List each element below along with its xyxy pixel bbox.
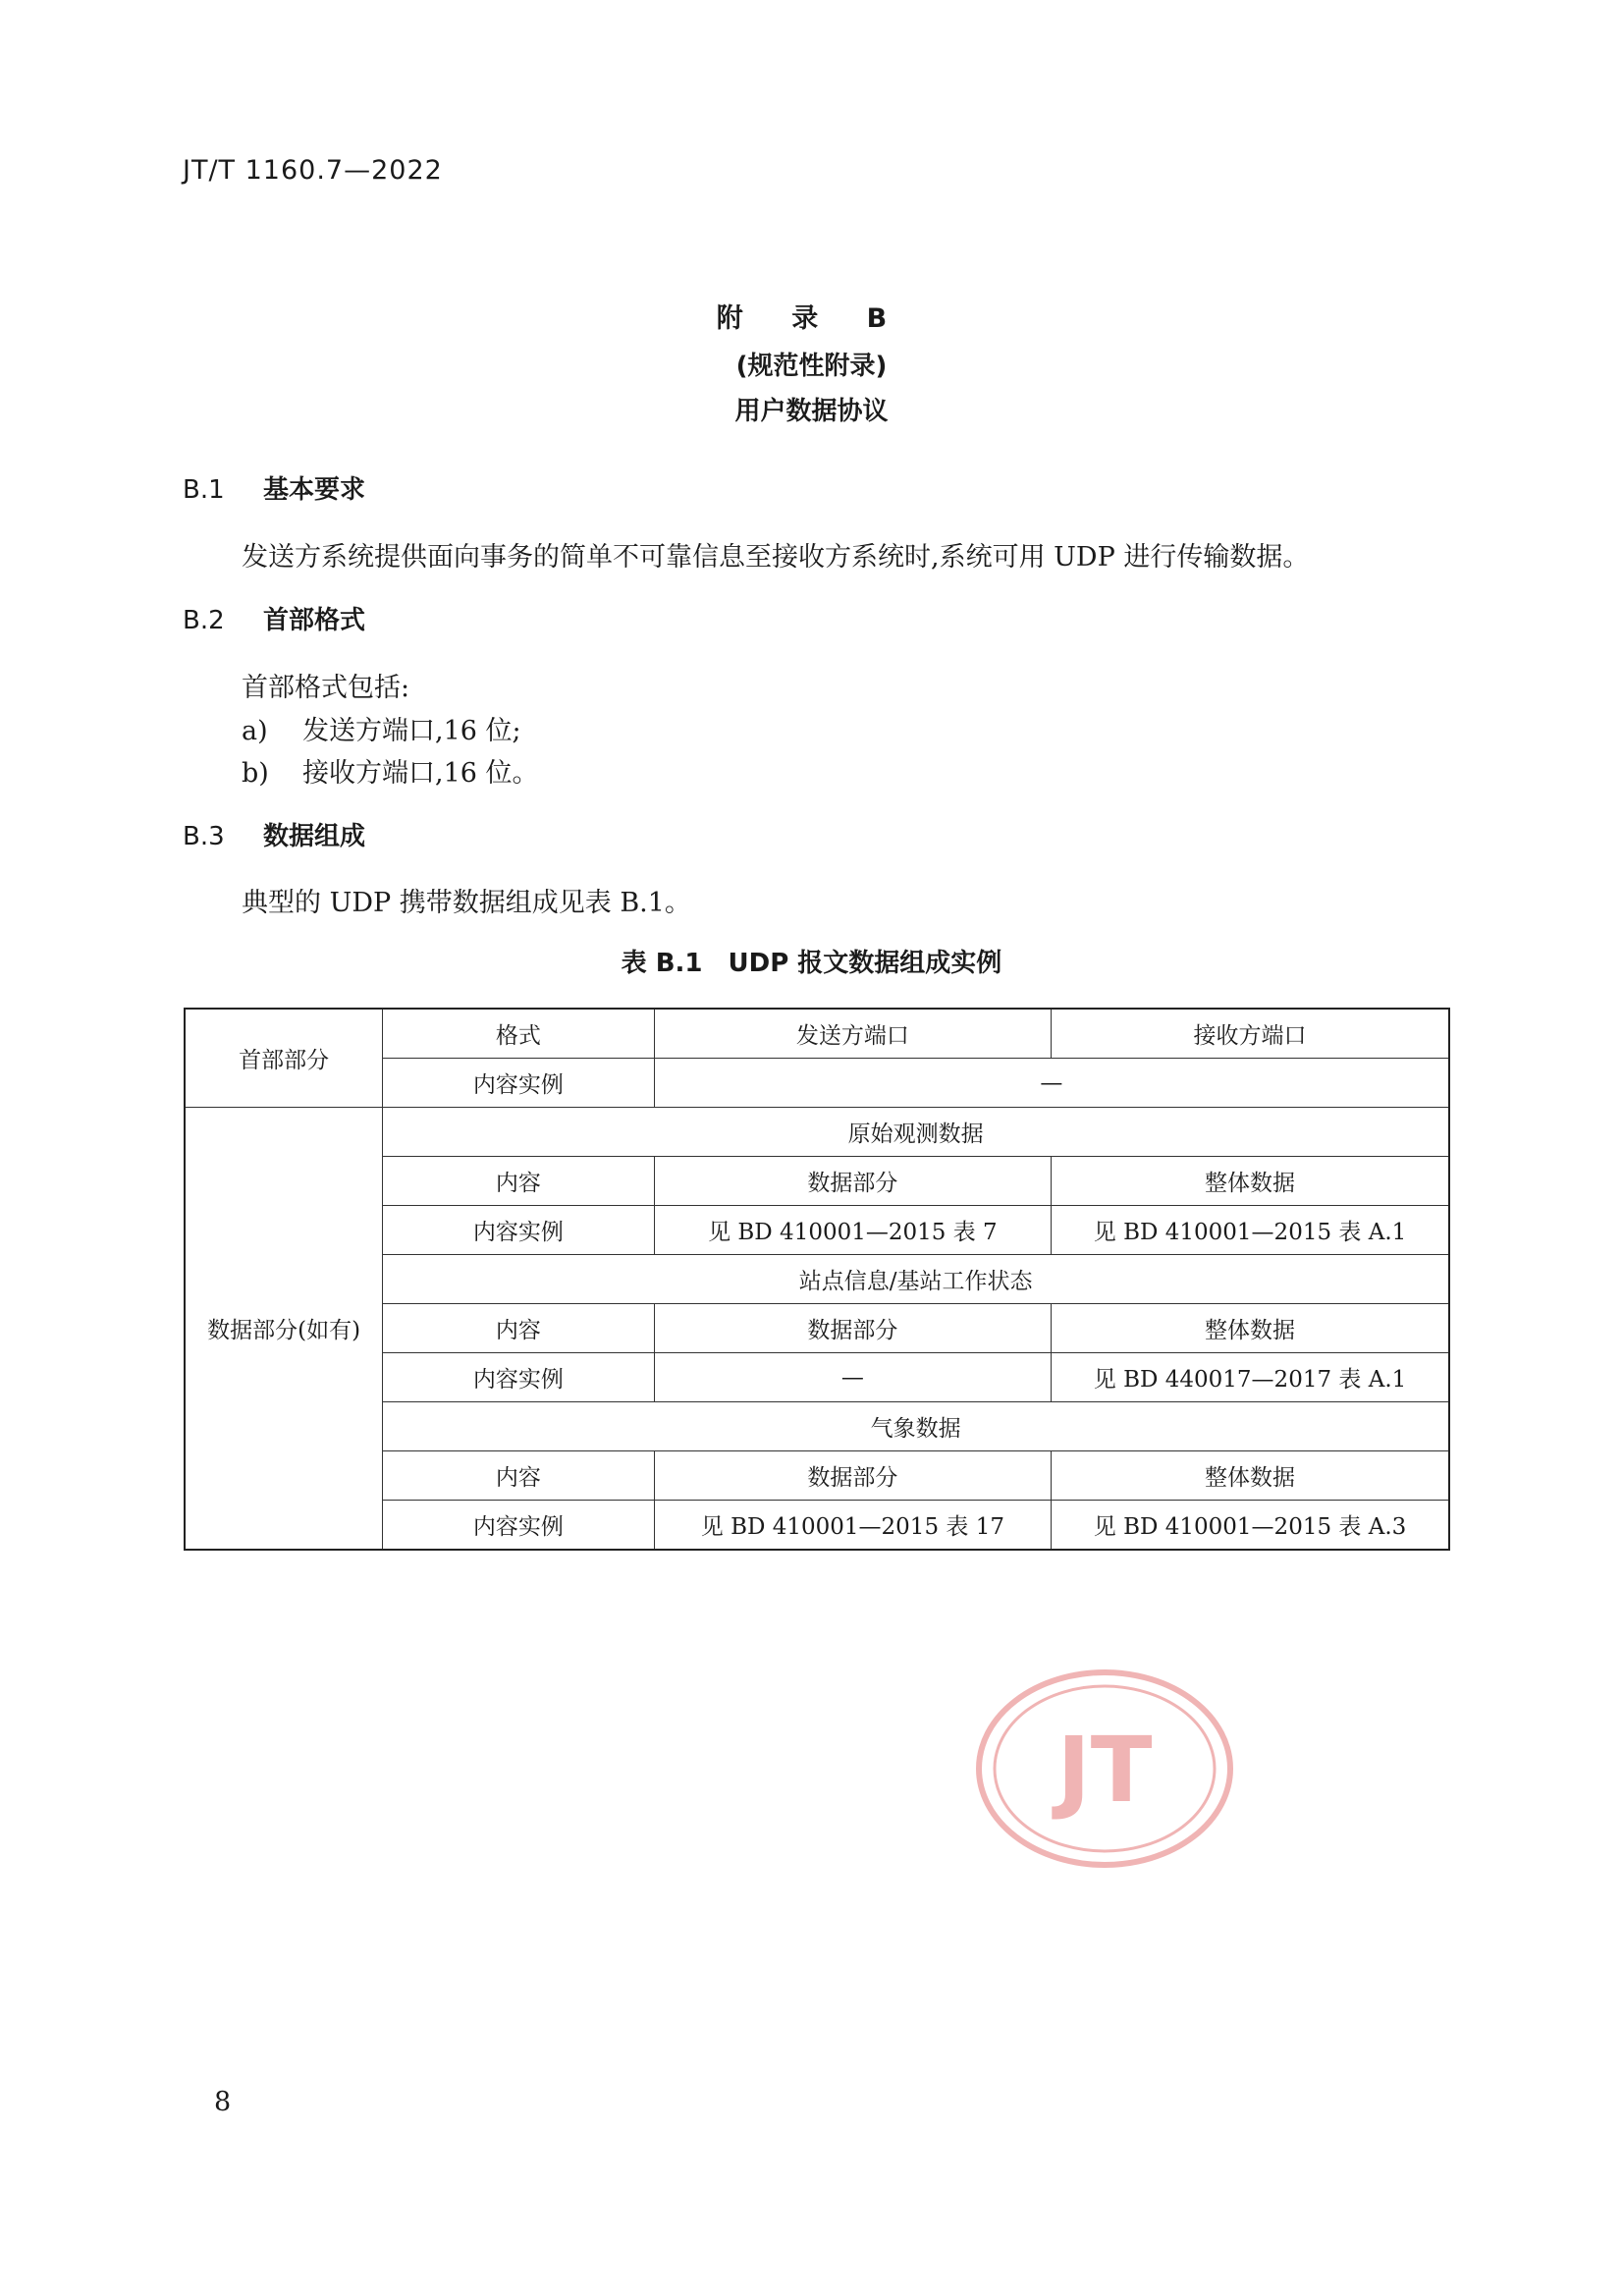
watermark-text: JT xyxy=(1056,1718,1153,1823)
table-cell: 格式 xyxy=(383,1009,655,1059)
section-number: B.2 xyxy=(183,606,225,635)
appendix-name: 用户数据协议 xyxy=(734,397,889,426)
table-cell: 数据部分 xyxy=(654,1304,1051,1353)
table-cell: 见 BD 410001—2015 表 A.1 xyxy=(1052,1206,1449,1255)
table-cell: 发送方端口 xyxy=(654,1009,1051,1059)
table-cell: 内容实例 xyxy=(383,1206,655,1255)
list-marker: a) xyxy=(242,716,268,746)
section-title: 首部格式 xyxy=(263,606,366,635)
subgroup-title: 气象数据 xyxy=(383,1402,1449,1451)
document-number: JT/T 1160.7—2022 xyxy=(183,155,443,186)
b2-intro: 首部格式包括: xyxy=(242,673,410,703)
list-text: 发送方端口,16 位; xyxy=(302,716,521,746)
table-cell: 数据部分 xyxy=(654,1157,1051,1206)
section-number: B.3 xyxy=(183,822,225,851)
list-item xyxy=(242,751,539,790)
page-number: 8 xyxy=(214,2087,232,2117)
section-title: 数据组成 xyxy=(263,822,366,851)
table-cell: 见 BD 440017—2017 表 A.1 xyxy=(1052,1353,1449,1402)
section-heading-b2 xyxy=(183,600,365,636)
subgroup-title: 站点信息/基站工作状态 xyxy=(383,1255,1449,1304)
table-cell: 见 BD 410001—2015 表 7 xyxy=(654,1206,1051,1255)
appendix-subtitle: (规范性附录) xyxy=(735,352,888,381)
udp-data-table xyxy=(184,1008,1450,1551)
section-number: B.1 xyxy=(183,475,225,505)
table-cell: 内容实例 xyxy=(383,1353,655,1402)
table-row xyxy=(185,1009,1449,1059)
table-cell: 见 BD 410001—2015 表 A.3 xyxy=(1052,1501,1449,1551)
appendix-title: 附 录 B xyxy=(716,303,907,334)
table-cell: 整体数据 xyxy=(1052,1451,1449,1501)
section-title: 基本要求 xyxy=(263,475,366,505)
subgroup-title: 原始观测数据 xyxy=(383,1108,1449,1157)
section-heading-b3 xyxy=(183,816,365,852)
data-group-cell: 数据部分(如有) xyxy=(185,1108,383,1551)
table-cell: 内容实例 xyxy=(383,1501,655,1551)
b3-paragraph: 典型的 UDP 携带数据组成见表 B.1。 xyxy=(242,888,691,918)
table-cell: — xyxy=(654,1353,1051,1402)
table-cell: — xyxy=(654,1059,1449,1108)
table-cell: 整体数据 xyxy=(1052,1304,1449,1353)
table-cell: 整体数据 xyxy=(1052,1157,1449,1206)
table-cell: 内容实例 xyxy=(383,1059,655,1108)
table-row xyxy=(185,1108,1449,1157)
table-cell: 接收方端口 xyxy=(1052,1009,1449,1059)
b1-paragraph: 发送方系统提供面向事务的简单不可靠信息至接收方系统时,系统可用 UDP 进行传输数据。 xyxy=(242,542,1310,573)
list-item xyxy=(242,709,521,747)
table-cell: 见 BD 410001—2015 表 17 xyxy=(654,1501,1051,1551)
list-text: 接收方端口,16 位。 xyxy=(302,758,539,789)
header-group-cell: 首部部分 xyxy=(185,1009,383,1108)
list-marker: b) xyxy=(242,758,269,789)
table-cell: 内容 xyxy=(383,1157,655,1206)
table-cell: 数据部分 xyxy=(654,1451,1051,1501)
section-heading-b1 xyxy=(183,469,365,506)
table-cell: 内容 xyxy=(383,1304,655,1353)
jt-watermark-logo xyxy=(972,1666,1237,1872)
table-title: 表 B.1 UDP 报文数据组成实例 xyxy=(621,949,1002,978)
table-cell: 内容 xyxy=(383,1451,655,1501)
